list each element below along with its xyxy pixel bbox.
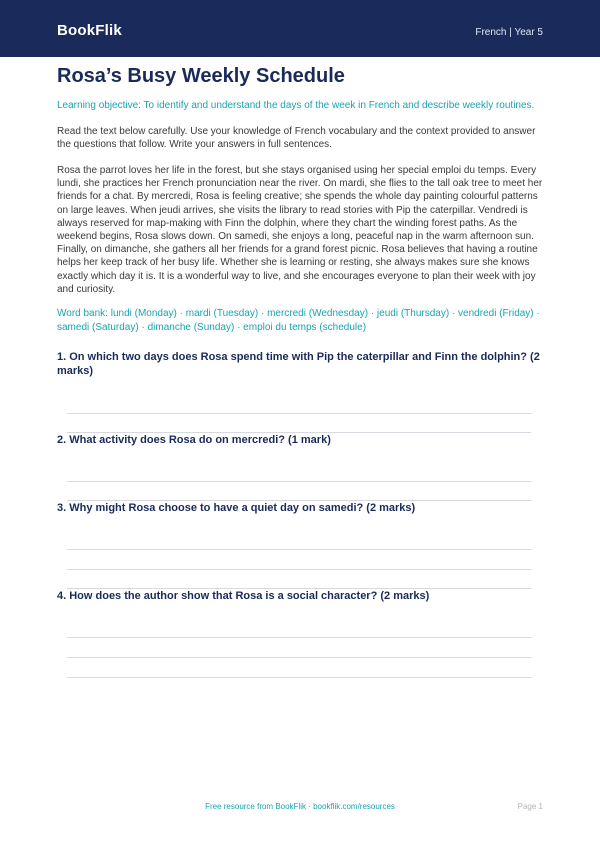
word-bank: Word bank: lundi (Monday) · mardi (Tuesday) · mercredi (Wednesday) · jeudi (Thursday) · vendredi (Friday) · samedi (Saturday) · dimanche (Sunday) · emploi du temps (schedule) [57,308,540,333]
question-1: 1. On which two days does Rosa spend time with Pip the caterpillar and Finn the dolphin? (2 marks) [57,351,540,377]
subject-year-label: French | Year 5 [475,27,543,38]
question-3: 3. Why might Rosa choose to have a quiet day on samedi? (2 marks) [57,502,416,514]
question-2: 2. What activity does Rosa do on mercredi? (1 mark) [57,434,331,446]
page-title: Rosa’s Busy Weekly Schedule [57,65,345,87]
page-number: Page 1 [517,802,543,811]
answer-line[interactable] [67,677,531,678]
brand-logo[interactable]: BookFlik [57,22,122,39]
instructions: Read the text below carefully. Use your knowledge of French vocabulary and the context provided to answer the questions that follow. Write your answers in full sentences. [57,126,536,151]
answer-line[interactable] [67,657,531,658]
reading-passage: Rosa the parrot loves her life in the forest, but she stays organised using her special emploi du temps. Every lundi, she practices her French pronunciation near the river. On mardi, she flies to the tall oak tree to meet her friends for a chat. By mercredi, Rosa is feeling creative; she spends the whole day painting colourful patterns on large leaves. When jeudi arrives, she visits the library to read stories with Pip the caterpillar. Vendredi is always reserved for map-making with Finn the dolphin, where they chart the winding forest paths. As the weekend begins, Rosa slows down. On samedi, she enjoys a long, peaceful nap in the warm afternoon sun. Finally, on dimanche, she gathers all her friends for a grand forest picnic. Rosa believes that having a routine helps her keep track of her busy life. Whether she is learning or resting, she always makes sure she knows exactly which day it is. It is a wonderful way to live, and she encourages everyone to plan their week with joy and curiosity. [57,165,543,295]
answer-line[interactable] [67,637,531,638]
answer-line[interactable] [67,569,531,570]
footer-credit[interactable]: Free resource from BookFlik · bookflik.com/resources [205,802,395,811]
learning-objective: Learning objective: To identify and understand the days of the week in French and describe weekly routines. [57,100,535,111]
answer-line[interactable] [67,481,531,482]
question-4: 4. How does the author show that Rosa is a social character? (2 marks) [57,590,430,602]
answer-line[interactable] [67,413,531,414]
header-bar [0,0,600,57]
answer-line[interactable] [67,549,531,550]
